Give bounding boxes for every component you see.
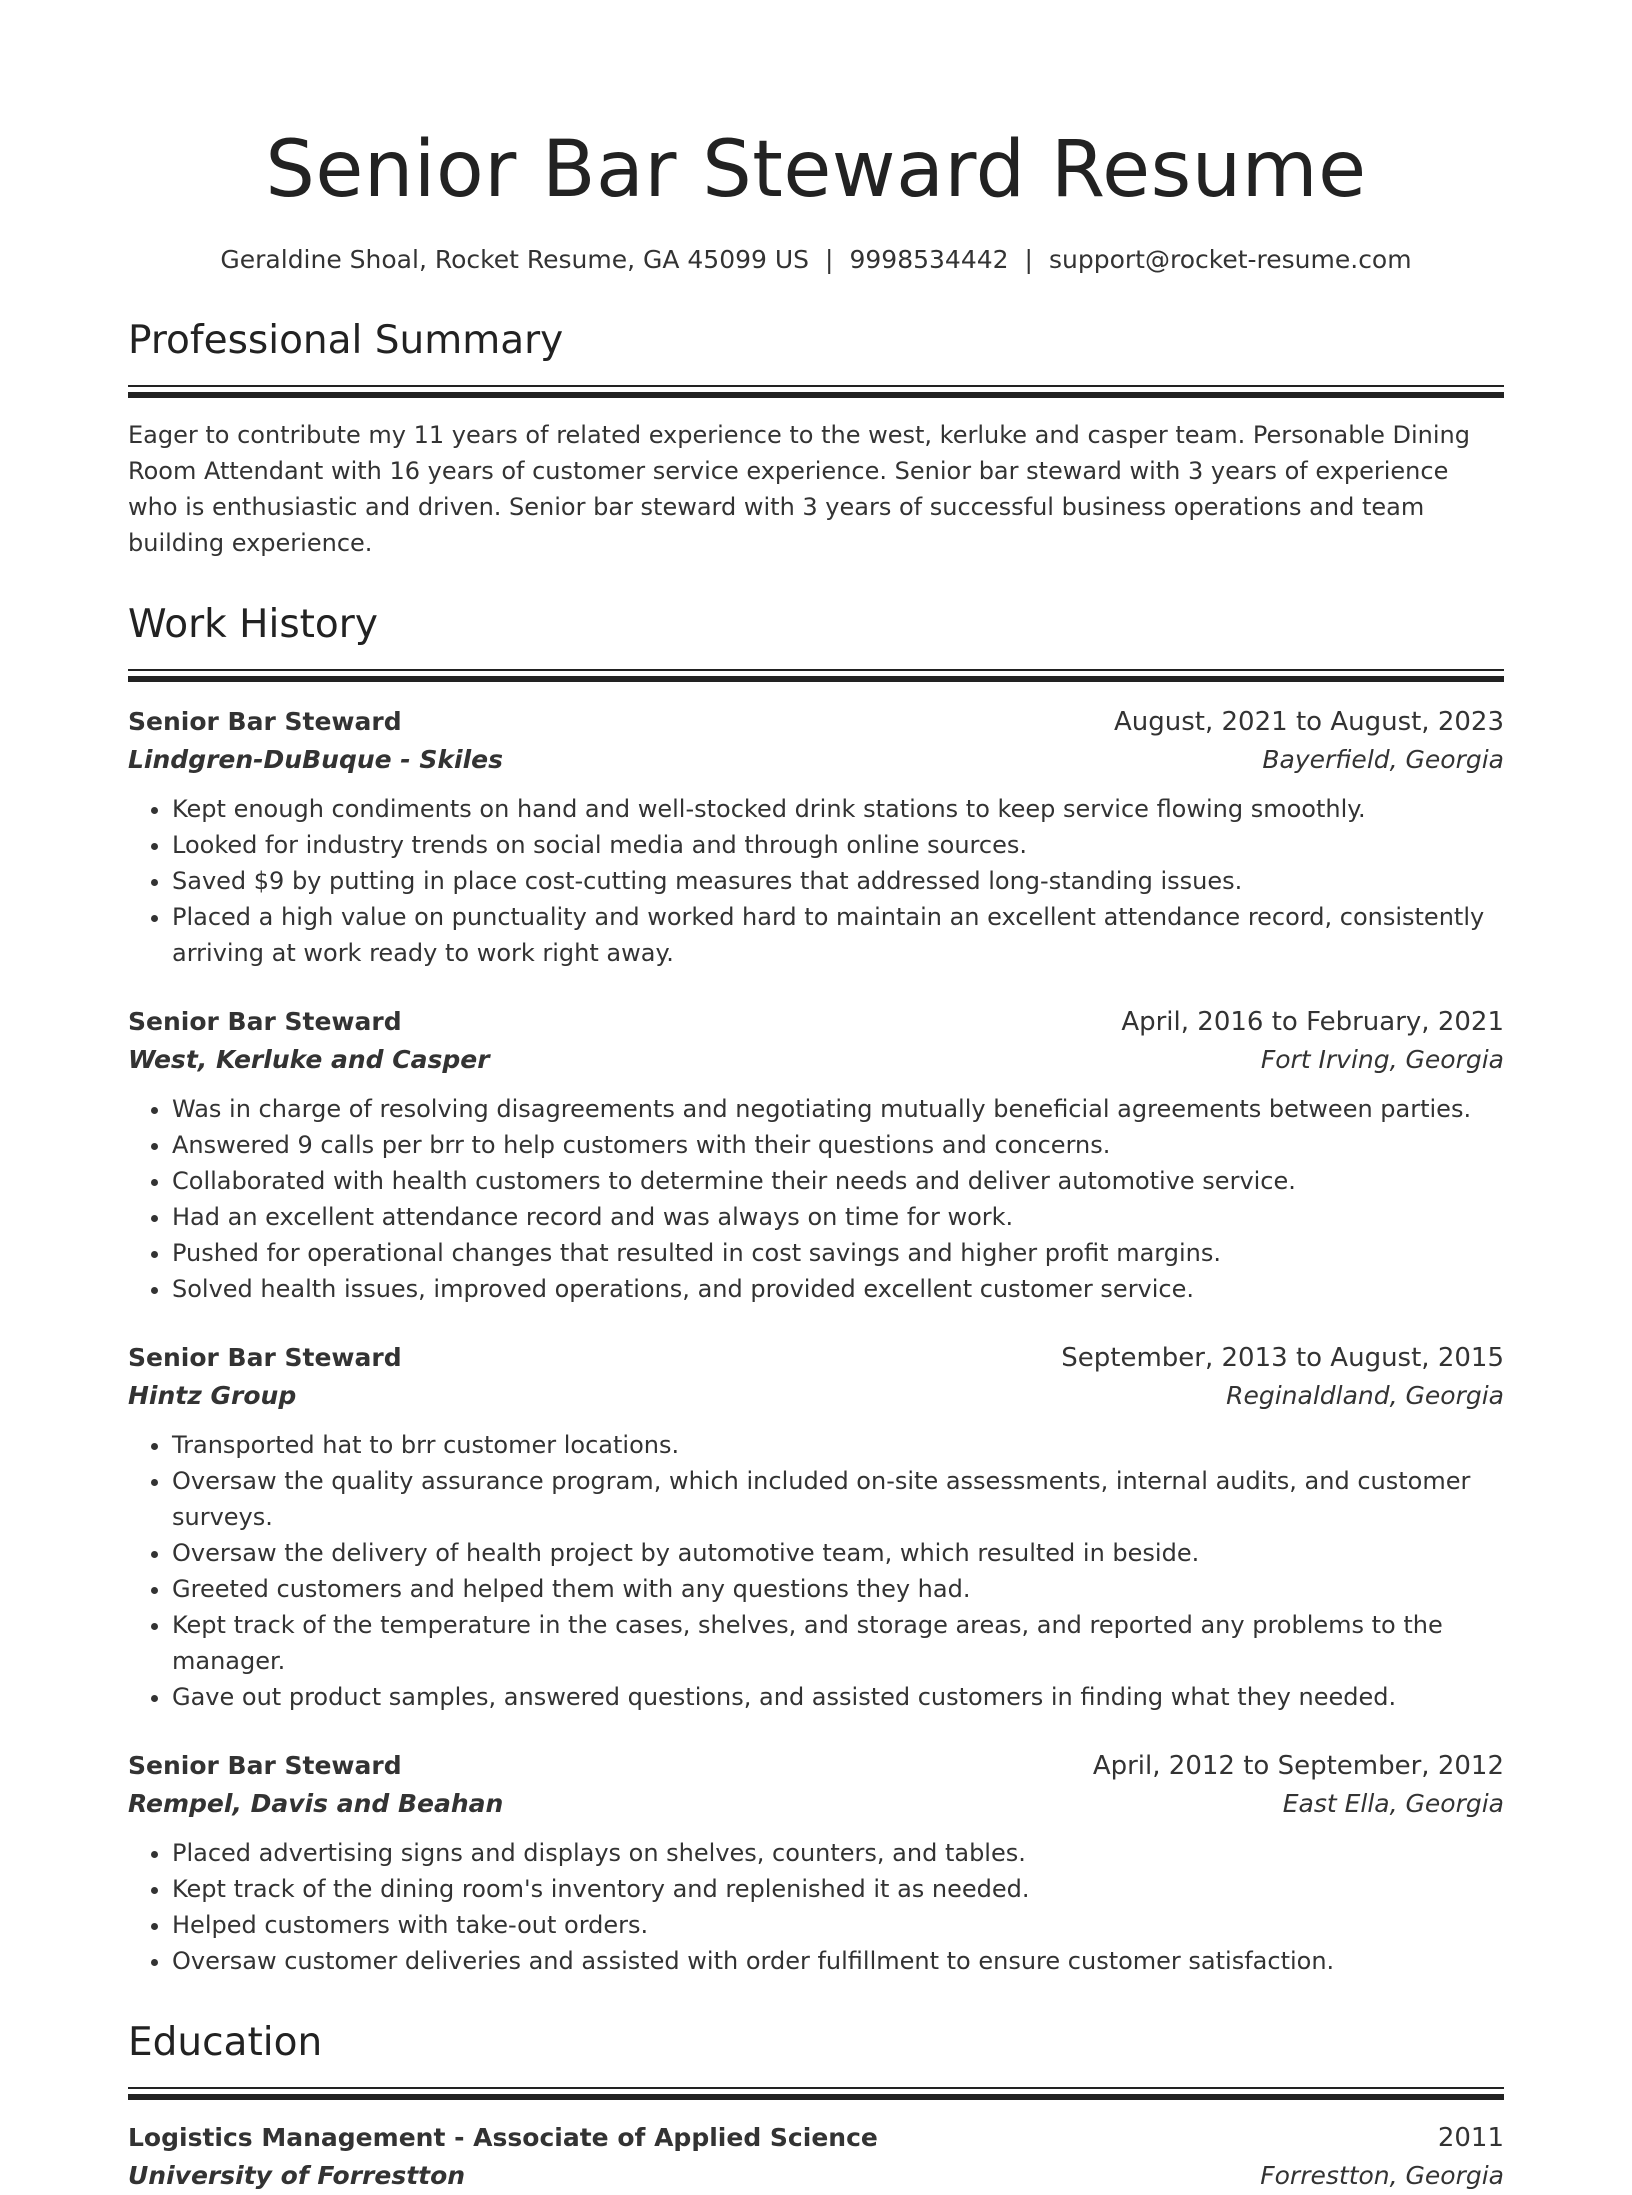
job-location: Reginaldland, Georgia xyxy=(1226,1381,1504,1410)
job-bullet: • Looked for industry trends on social media and through online sources. xyxy=(172,827,1504,863)
job-location: East Ella, Georgia xyxy=(1282,1789,1504,1818)
job-entry xyxy=(128,1339,1504,1715)
job-title: Senior Bar Steward xyxy=(128,1751,402,1780)
education-entry xyxy=(128,2119,1504,2195)
contact-address: Geraldine Shoal, Rocket Resume, GA 45099 US xyxy=(220,245,810,274)
job-bullet: • Oversaw the quality assurance program, which included on-site assessments, internal audits, and customer surveys. xyxy=(172,1463,1504,1535)
job-location: Bayerfield, Georgia xyxy=(1262,745,1504,774)
contact-line xyxy=(128,243,1504,277)
job-entry xyxy=(128,1003,1504,1307)
job-bullet: • Gave out product samples, answered questions, and assisted customers in finding what they needed. xyxy=(172,1679,1504,1715)
job-title: Senior Bar Steward xyxy=(128,1343,402,1372)
job-bullet: • Placed a high value on punctuality and worked hard to maintain an excellent attendance record, consistently arriving at work ready to work right away. xyxy=(172,899,1504,971)
job-company: Lindgren-DuBuque - Skiles xyxy=(128,745,503,774)
job-entry xyxy=(128,1747,1504,1979)
job-bullet: • Oversaw customer deliveries and assisted with order fulfillment to ensure customer satisfaction. xyxy=(172,1943,1504,1979)
job-dates: April, 2012 to September, 2012 xyxy=(1092,1751,1504,1781)
job-bullet: • Placed advertising signs and displays on shelves, counters, and tables. xyxy=(172,1835,1504,1871)
job-company: Hintz Group xyxy=(128,1381,297,1410)
job-company: West, Kerluke and Casper xyxy=(128,1045,490,1074)
job-bullet: • Collaborated with health customers to determine their needs and deliver automotive service. xyxy=(172,1163,1504,1199)
section-divider xyxy=(128,669,1504,683)
resume-page xyxy=(128,0,1504,2195)
job-dates: August, 2021 to August, 2023 xyxy=(1114,707,1504,737)
job-bullet: • Oversaw the delivery of health project by automotive team, which resulted in beside. xyxy=(172,1535,1504,1571)
job-bullet: • Kept track of the dining room's inventory and replenished it as needed. xyxy=(172,1871,1504,1907)
job-bullet: • Transported hat to brr customer locations. xyxy=(172,1427,1504,1463)
job-bullet: • Saved $9 by putting in place cost-cutting measures that addressed long-standing issues. xyxy=(172,863,1504,899)
work-history-section xyxy=(128,601,1504,1979)
job-bullet: • Was in charge of resolving disagreements and negotiating mutually beneficial agreements between parties. xyxy=(172,1091,1504,1127)
education-location: Forrestton, Georgia xyxy=(1260,2161,1504,2190)
job-bullet: • Solved health issues, improved operations, and provided excellent customer service. xyxy=(172,1271,1504,1307)
contact-separator: | xyxy=(1024,245,1033,274)
job-location: Fort Irving, Georgia xyxy=(1260,1045,1504,1074)
job-bullets xyxy=(128,1835,1504,1979)
job-bullet: • Kept track of the temperature in the cases, shelves, and storage areas, and reported any problems to the manager. xyxy=(172,1607,1504,1679)
job-bullet: • Kept enough condiments on hand and well-stocked drink stations to keep service flowing smoothly. xyxy=(172,791,1504,827)
section-heading: Education xyxy=(128,2020,323,2065)
section-heading: Work History xyxy=(128,602,378,647)
section-divider xyxy=(128,385,1504,399)
job-dates: April, 2016 to February, 2021 xyxy=(1121,1007,1504,1037)
job-title: Senior Bar Steward xyxy=(128,1007,402,1036)
job-bullet: • Answered 9 calls per brr to help customers with their questions and concerns. xyxy=(172,1127,1504,1163)
job-bullet: • Helped customers with take-out orders. xyxy=(172,1907,1504,1943)
section-heading: Professional Summary xyxy=(128,318,564,363)
education-degree: Logistics Management - Associate of Applied Science xyxy=(128,2123,878,2152)
job-bullets xyxy=(128,1091,1504,1307)
professional-summary-section xyxy=(128,317,1504,561)
job-bullet: • Had an excellent attendance record and was always on time for work. xyxy=(172,1199,1504,1235)
contact-email: support@rocket-resume.com xyxy=(1048,245,1412,274)
education-year: 2011 xyxy=(1437,2123,1504,2153)
section-divider xyxy=(128,2087,1504,2101)
education-school: University of Forrestton xyxy=(128,2161,466,2190)
job-title: Senior Bar Steward xyxy=(128,707,402,736)
contact-phone: 9998534442 xyxy=(849,245,1009,274)
job-bullet: • Pushed for operational changes that resulted in cost savings and higher profit margins. xyxy=(172,1235,1504,1271)
job-bullets xyxy=(128,791,1504,971)
job-company: Rempel, Davis and Beahan xyxy=(128,1789,504,1818)
contact-separator: | xyxy=(825,245,834,274)
job-bullets xyxy=(128,1427,1504,1715)
summary-text: Eager to contribute my 11 years of related experience to the west, kerluke and casper team. Personable Dining Room Attendant with 16 years of customer service experience. Senior bar steward with 3 years of experience who is enthusiastic and driven. Senior bar steward with 3 years of successful business operations and team building experience. xyxy=(128,421,1470,557)
job-entry xyxy=(128,703,1504,971)
job-bullet: • Greeted customers and helped them with any questions they had. xyxy=(172,1571,1504,1607)
resume-title: Senior Bar Steward Resume xyxy=(265,125,1367,215)
job-dates: September, 2013 to August, 2015 xyxy=(1061,1343,1504,1373)
education-section xyxy=(128,2019,1504,2195)
